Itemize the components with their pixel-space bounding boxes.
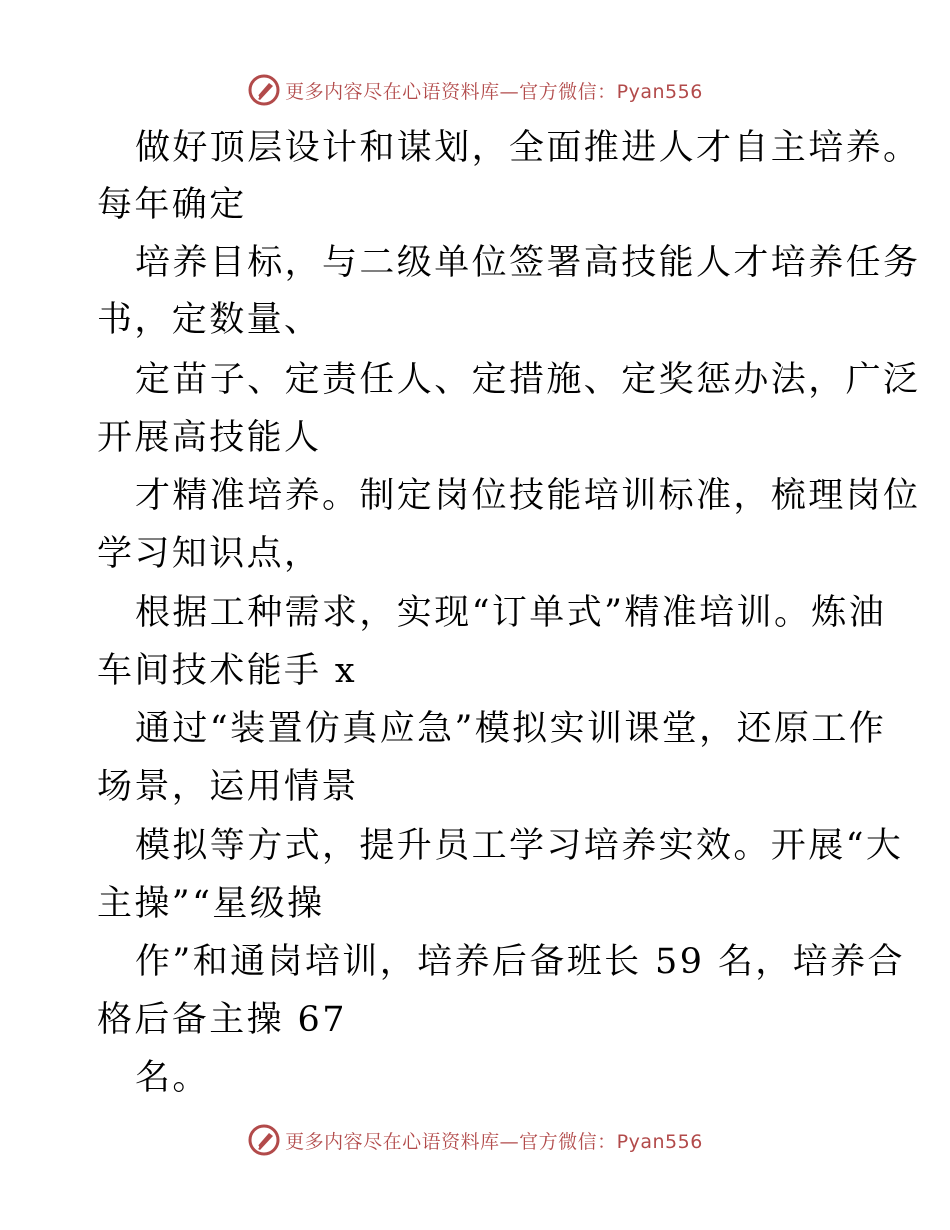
body-line: 做好顶层设计和谋划，全面推进人才自主培养。 bbox=[135, 128, 921, 168]
body-line: 定苗子、定责任人、定措施、定奖惩办法，广泛 bbox=[135, 360, 921, 400]
body-line: 才精准培养。制定岗位技能培训标准，梳理岗位 bbox=[135, 476, 921, 516]
pen-seal-logo-icon bbox=[247, 1123, 281, 1157]
body-line: 培养目标，与二级单位签署高技能人才培养任务 bbox=[135, 243, 921, 283]
body-line: 学习知识点， bbox=[97, 534, 322, 574]
body-line: 每年确定 bbox=[97, 185, 247, 225]
body-line: 模拟等方式，提升员工学习培养实效。开展“大 bbox=[135, 826, 904, 866]
footer-watermark bbox=[0, 1120, 950, 1160]
body-line: 主操”“星级操 bbox=[97, 884, 325, 924]
body-line: 书，定数量、 bbox=[97, 300, 322, 340]
body-line: 通过“装置仿真应急”模拟实训课堂，还原工作 bbox=[135, 709, 887, 749]
body-line: 名。 bbox=[135, 1058, 210, 1098]
body-line: 作”和通岗培训，培养后备班长 59 名，培养合 bbox=[135, 942, 905, 982]
body-line: 根据工种需求，实现“订单式”精准培训。炼油 bbox=[135, 593, 887, 633]
watermark-text: 更多内容尽在心语资料库—官方微信：Pyan556 bbox=[285, 80, 703, 103]
body-line: 开展高技能人 bbox=[97, 418, 322, 458]
body-line: 格后备主操 67 bbox=[97, 1000, 347, 1040]
watermark-text: 更多内容尽在心语资料库—官方微信：Pyan556 bbox=[285, 1130, 703, 1153]
body-line: 场景，运用情景 bbox=[97, 767, 359, 807]
body-line: 车间技术能手 x bbox=[97, 651, 358, 691]
watermark-id: Pyan556 bbox=[616, 1130, 703, 1153]
header-watermark bbox=[0, 70, 950, 110]
pen-seal-logo-icon bbox=[247, 73, 281, 107]
watermark-id: Pyan556 bbox=[616, 80, 703, 103]
